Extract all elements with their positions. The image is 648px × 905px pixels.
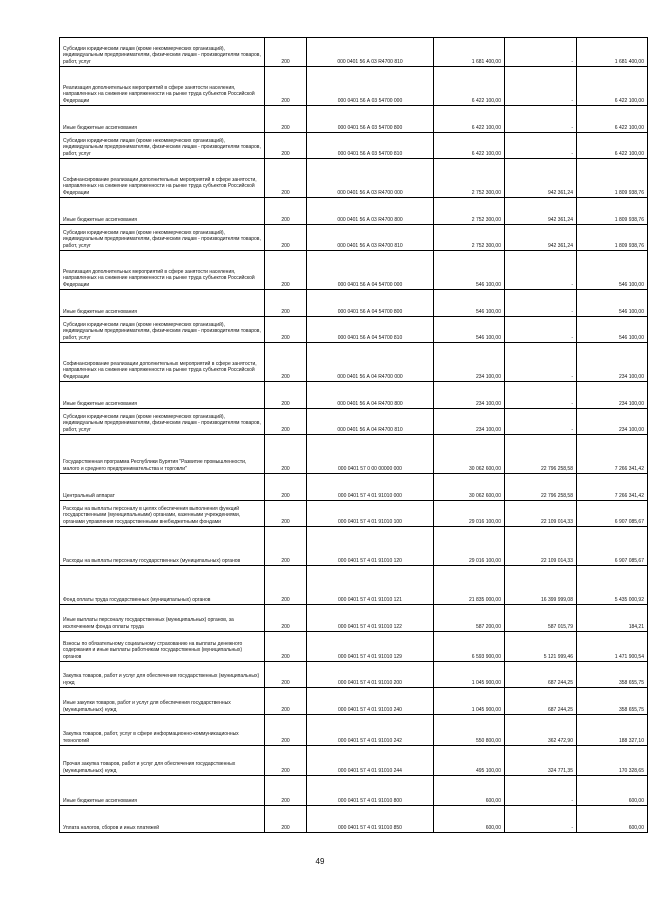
row-admin-code: 200 <box>265 290 307 317</box>
row-name-cell <box>60 409 265 435</box>
row-name-cell <box>60 632 265 662</box>
row-approved-amount: 546 100,00 <box>434 251 505 290</box>
page-number: 49 <box>315 857 325 866</box>
row-budget-code: 000 0401 56 А 04 54700 810 <box>307 317 434 343</box>
row-executed-amount: - <box>505 343 577 382</box>
row-name-cell <box>60 106 265 133</box>
row-executed-amount: - <box>505 776 577 806</box>
row-unexecuted-amount: 170 328,65 <box>577 746 648 776</box>
row-approved-amount: 1 681 400,00 <box>434 38 505 67</box>
row-executed-amount: - <box>505 38 577 67</box>
row-executed-amount: 362 472,90 <box>505 715 577 746</box>
row-name: Государственная программа Республики Бурятия "Развитие промышленности, малого и среднего предпринимательства и торговли" <box>63 459 247 472</box>
row-approved-amount: 6 422 100,00 <box>434 106 505 133</box>
row-approved-amount: 21 835 000,00 <box>434 566 505 605</box>
row-name: Расходы на выплаты персоналу государственных (муниципальных) органов <box>63 557 241 564</box>
row-name: Субсидии юридическим лицам (кроме некоммерческих организаций), индивидуальным предпринимателям, физическим лицам - производителям товаров, работ, услуг <box>63 137 261 157</box>
row-name: Субсидии юридическим лицам (кроме некоммерческих организаций), индивидуальным предпринимателям, физическим лицам - производителям товаров, работ, услуг <box>63 45 261 65</box>
row-unexecuted-amount: 6 422 100,00 <box>577 106 648 133</box>
row-admin-code: 200 <box>265 715 307 746</box>
row-unexecuted-amount: 6 422 100,00 <box>577 67 648 106</box>
row-admin-code: 200 <box>265 38 307 67</box>
row-approved-amount: 2 752 300,00 <box>434 159 505 198</box>
row-approved-amount: 2 752 300,00 <box>434 198 505 225</box>
row-name-cell <box>60 501 265 527</box>
row-approved-amount: 600,00 <box>434 776 505 806</box>
row-name-cell <box>60 225 265 251</box>
table-row <box>60 67 648 106</box>
row-approved-amount: 29 016 100,00 <box>434 501 505 527</box>
row-unexecuted-amount: 1 471 900,54 <box>577 632 648 662</box>
row-unexecuted-amount: 600,00 <box>577 806 648 833</box>
row-name-cell <box>60 527 265 566</box>
row-approved-amount: 546 100,00 <box>434 290 505 317</box>
row-approved-amount: 6 593 900,00 <box>434 632 505 662</box>
row-name: Реализация дополнительных мероприятий в сфере занятости населения, направленных на снижение напряженности на рынке труда субъектов Российской Федерации <box>63 268 255 288</box>
row-name: Иные бюджетные ассигнования <box>63 216 137 223</box>
row-name-cell <box>60 474 265 501</box>
row-approved-amount: 30 062 600,00 <box>434 435 505 474</box>
row-unexecuted-amount: 6 907 085,67 <box>577 501 648 527</box>
row-budget-code: 000 0401 56 А 03 54700 810 <box>307 133 434 159</box>
row-name: Закупка товаров, работ, услуг в сфере информационно-коммуникационных технологий <box>63 731 239 744</box>
row-unexecuted-amount: 234 100,00 <box>577 382 648 409</box>
row-approved-amount: 600,00 <box>434 806 505 833</box>
row-name-cell <box>60 198 265 225</box>
row-unexecuted-amount: 546 100,00 <box>577 317 648 343</box>
table-row <box>60 566 648 605</box>
row-executed-amount: - <box>505 106 577 133</box>
row-budget-code: 000 0401 57 4 01 91010 122 <box>307 605 434 632</box>
row-budget-code: 000 0401 57 4 01 91010 244 <box>307 746 434 776</box>
row-admin-code: 200 <box>265 343 307 382</box>
row-name-cell <box>60 133 265 159</box>
row-name-cell <box>60 382 265 409</box>
row-admin-code: 200 <box>265 198 307 225</box>
row-budget-code: 000 0401 56 А 03 54700 800 <box>307 106 434 133</box>
row-name-cell <box>60 435 265 474</box>
budget-execution-table <box>59 37 648 833</box>
row-approved-amount: 1 045 900,00 <box>434 662 505 688</box>
row-executed-amount: - <box>505 382 577 409</box>
table-row <box>60 662 648 688</box>
table-row <box>60 159 648 198</box>
table-row <box>60 198 648 225</box>
row-unexecuted-amount: 7 266 341,42 <box>577 474 648 501</box>
row-admin-code: 200 <box>265 133 307 159</box>
row-approved-amount: 234 100,00 <box>434 343 505 382</box>
row-approved-amount: 30 062 600,00 <box>434 474 505 501</box>
row-admin-code: 200 <box>265 251 307 290</box>
table-row <box>60 251 648 290</box>
row-budget-code: 000 0401 57 4 01 91010 242 <box>307 715 434 746</box>
table-row <box>60 38 648 67</box>
row-executed-amount: 22 109 014,33 <box>505 527 577 566</box>
table-row <box>60 382 648 409</box>
table-row <box>60 501 648 527</box>
row-name-cell <box>60 662 265 688</box>
row-name: Иные бюджетные ассигнования <box>63 124 137 131</box>
row-approved-amount: 234 100,00 <box>434 382 505 409</box>
row-budget-code: 000 0401 57 4 01 91010 129 <box>307 632 434 662</box>
row-admin-code: 200 <box>265 632 307 662</box>
row-name: Иные бюджетные ассигнования <box>63 797 137 804</box>
row-unexecuted-amount: 600,00 <box>577 776 648 806</box>
row-admin-code: 200 <box>265 382 307 409</box>
row-name: Иные бюджетные ассигнования <box>63 400 137 407</box>
table-row <box>60 605 648 632</box>
row-unexecuted-amount: 1 809 938,76 <box>577 198 648 225</box>
row-admin-code: 200 <box>265 67 307 106</box>
table-row <box>60 225 648 251</box>
row-name-cell <box>60 38 265 67</box>
row-approved-amount: 29 016 100,00 <box>434 527 505 566</box>
row-budget-code: 000 0401 57 4 01 91010 200 <box>307 662 434 688</box>
row-unexecuted-amount: 1 809 938,76 <box>577 225 648 251</box>
row-unexecuted-amount: 5 435 000,92 <box>577 566 648 605</box>
row-budget-code: 000 0401 57 4 01 91010 121 <box>307 566 434 605</box>
row-executed-amount: 22 109 014,33 <box>505 501 577 527</box>
row-name-cell <box>60 317 265 343</box>
row-admin-code: 200 <box>265 566 307 605</box>
row-name: Реализация дополнительных мероприятий в сфере занятости населения, направленных на снижение напряженности на рынке труда субъектов Российской Федерации <box>63 84 255 104</box>
row-budget-code: 000 0401 56 А 03 R4700 800 <box>307 198 434 225</box>
row-budget-code: 000 0401 56 А 04 54700 800 <box>307 290 434 317</box>
row-admin-code: 200 <box>265 106 307 133</box>
table-body <box>60 38 648 833</box>
row-executed-amount: - <box>505 317 577 343</box>
row-name: Прочая закупка товаров, работ и услуг для обеспечения государственных (муниципальных) нужд <box>63 761 236 774</box>
row-budget-code: 000 0401 57 0 00 00000 000 <box>307 435 434 474</box>
row-name: Софинансирование реализации дополнительных мероприятий в сфере занятости, направленных на снижение напряженности на рынке труда субъектов Российской Федерации <box>63 360 257 380</box>
row-admin-code: 200 <box>265 159 307 198</box>
row-budget-code: 000 0401 56 А 04 R4700 000 <box>307 343 434 382</box>
row-budget-code: 000 0401 57 4 01 91010 850 <box>307 806 434 833</box>
row-executed-amount: - <box>505 67 577 106</box>
row-name: Уплата налогов, сборов и иных платежей <box>63 824 160 831</box>
row-name-cell <box>60 159 265 198</box>
row-name: Иные выплаты персоналу государственных (муниципальных) органов, за исключением фонда оплаты труда <box>63 617 234 630</box>
row-admin-code: 200 <box>265 662 307 688</box>
row-admin-code: 200 <box>265 435 307 474</box>
row-unexecuted-amount: 184,21 <box>577 605 648 632</box>
table-row <box>60 343 648 382</box>
row-approved-amount: 1 045 900,00 <box>434 688 505 715</box>
row-name: Субсидии юридическим лицам (кроме некоммерческих организаций), индивидуальным предпринимателям, физическим лицам - производителям товаров, работ, услуг <box>63 321 261 341</box>
table-row <box>60 527 648 566</box>
row-admin-code: 200 <box>265 409 307 435</box>
row-budget-code: 000 0401 57 4 01 91010 240 <box>307 688 434 715</box>
table-row <box>60 806 648 833</box>
row-approved-amount: 587 200,00 <box>434 605 505 632</box>
row-unexecuted-amount: 234 100,00 <box>577 409 648 435</box>
row-approved-amount: 495 100,00 <box>434 746 505 776</box>
row-name: Софинансирование реализации дополнительных мероприятий в сфере занятости, направленных на снижение напряженности на рынке труда субъектов Российской Федерации <box>63 176 257 196</box>
row-budget-code: 000 0401 57 4 01 91010 000 <box>307 474 434 501</box>
row-approved-amount: 546 100,00 <box>434 317 505 343</box>
table-row <box>60 776 648 806</box>
table-row <box>60 133 648 159</box>
row-name: Субсидии юридическим лицам (кроме некоммерческих организаций), индивидуальным предпринимателям, физическим лицам - производителям товаров, работ, услуг <box>63 229 261 249</box>
row-executed-amount: 942 361,24 <box>505 159 577 198</box>
row-admin-code: 200 <box>265 225 307 251</box>
row-name: Закупка товаров, работ и услуг для обеспечения государственных (муниципальных) нужд <box>63 673 260 686</box>
row-unexecuted-amount: 546 100,00 <box>577 290 648 317</box>
row-admin-code: 200 <box>265 527 307 566</box>
row-budget-code: 000 0401 56 А 03 R4700 810 <box>307 38 434 67</box>
row-executed-amount: - <box>505 409 577 435</box>
row-name: Взносы по обязательному социальному страхованию на выплаты денежного содержания и иные выплаты работникам государственных (муниципальных) органов <box>63 640 243 660</box>
row-unexecuted-amount: 1 809 938,76 <box>577 159 648 198</box>
table-row <box>60 715 648 746</box>
row-name: Иные закупки товаров, работ и услуг для обеспечения государственных (муниципальных) нужд <box>63 700 231 713</box>
row-approved-amount: 234 100,00 <box>434 409 505 435</box>
row-name-cell <box>60 776 265 806</box>
row-executed-amount: 324 771,35 <box>505 746 577 776</box>
row-unexecuted-amount: 7 266 341,42 <box>577 435 648 474</box>
row-admin-code: 200 <box>265 317 307 343</box>
row-unexecuted-amount: 358 655,75 <box>577 662 648 688</box>
row-unexecuted-amount: 1 681 400,00 <box>577 38 648 67</box>
row-admin-code: 200 <box>265 746 307 776</box>
row-approved-amount: 6 422 100,00 <box>434 133 505 159</box>
row-admin-code: 200 <box>265 605 307 632</box>
row-name-cell <box>60 251 265 290</box>
table-row <box>60 435 648 474</box>
row-executed-amount: 687 244,25 <box>505 662 577 688</box>
row-name: Фонд оплаты труда государственных (муниципальных) органов <box>63 596 211 603</box>
row-executed-amount: 587 015,79 <box>505 605 577 632</box>
row-executed-amount: - <box>505 133 577 159</box>
table-row <box>60 317 648 343</box>
row-executed-amount: 22 796 258,58 <box>505 435 577 474</box>
table-row <box>60 106 648 133</box>
row-name-cell <box>60 566 265 605</box>
row-executed-amount: 5 121 999,46 <box>505 632 577 662</box>
row-name-cell <box>60 746 265 776</box>
row-budget-code: 000 0401 56 А 03 54700 000 <box>307 67 434 106</box>
row-unexecuted-amount: 6 422 100,00 <box>577 133 648 159</box>
table-row <box>60 474 648 501</box>
row-admin-code: 200 <box>265 806 307 833</box>
row-approved-amount: 2 752 300,00 <box>434 225 505 251</box>
row-executed-amount: - <box>505 806 577 833</box>
row-budget-code: 000 0401 57 4 01 91010 100 <box>307 501 434 527</box>
table-row <box>60 409 648 435</box>
row-name: Расходы на выплаты персоналу в целях обеспечения выполнения функций государственными (муниципальными) органами, казенными учреждениями, органами управления государственными внебюджетными фондами <box>63 505 241 525</box>
row-unexecuted-amount: 546 100,00 <box>577 251 648 290</box>
row-budget-code: 000 0401 56 А 03 R4700 000 <box>307 159 434 198</box>
row-approved-amount: 550 800,00 <box>434 715 505 746</box>
row-name: Субсидии юридическим лицам (кроме некоммерческих организаций), индивидуальным предпринимателям, физическим лицам - производителям товаров, работ, услуг <box>63 413 261 433</box>
row-budget-code: 000 0401 57 4 01 91010 120 <box>307 527 434 566</box>
row-executed-amount: 942 361,24 <box>505 198 577 225</box>
row-executed-amount: 942 361,24 <box>505 225 577 251</box>
row-unexecuted-amount: 6 907 085,67 <box>577 527 648 566</box>
row-unexecuted-amount: 188 327,10 <box>577 715 648 746</box>
row-name-cell <box>60 605 265 632</box>
row-name: Центральный аппарат <box>63 492 115 499</box>
row-admin-code: 200 <box>265 688 307 715</box>
row-admin-code: 200 <box>265 474 307 501</box>
row-name-cell <box>60 806 265 833</box>
row-budget-code: 000 0401 57 4 01 91010 800 <box>307 776 434 806</box>
row-name-cell <box>60 343 265 382</box>
row-name-cell <box>60 67 265 106</box>
row-executed-amount: 16 399 999,08 <box>505 566 577 605</box>
row-admin-code: 200 <box>265 776 307 806</box>
table-row <box>60 632 648 662</box>
row-name-cell <box>60 715 265 746</box>
table-row <box>60 290 648 317</box>
table-row <box>60 746 648 776</box>
row-executed-amount: 687 244,25 <box>505 688 577 715</box>
row-budget-code: 000 0401 56 А 03 R4700 810 <box>307 225 434 251</box>
row-budget-code: 000 0401 56 А 04 54700 000 <box>307 251 434 290</box>
row-admin-code: 200 <box>265 501 307 527</box>
row-executed-amount: - <box>505 290 577 317</box>
table-row <box>60 688 648 715</box>
row-unexecuted-amount: 358 655,75 <box>577 688 648 715</box>
row-executed-amount: 22 796 258,58 <box>505 474 577 501</box>
row-approved-amount: 6 422 100,00 <box>434 67 505 106</box>
row-name: Иные бюджетные ассигнования <box>63 308 137 315</box>
row-executed-amount: - <box>505 251 577 290</box>
row-name-cell <box>60 688 265 715</box>
row-budget-code: 000 0401 56 А 04 R4700 800 <box>307 382 434 409</box>
row-name-cell <box>60 290 265 317</box>
row-budget-code: 000 0401 56 А 04 R4700 810 <box>307 409 434 435</box>
row-unexecuted-amount: 234 100,00 <box>577 343 648 382</box>
